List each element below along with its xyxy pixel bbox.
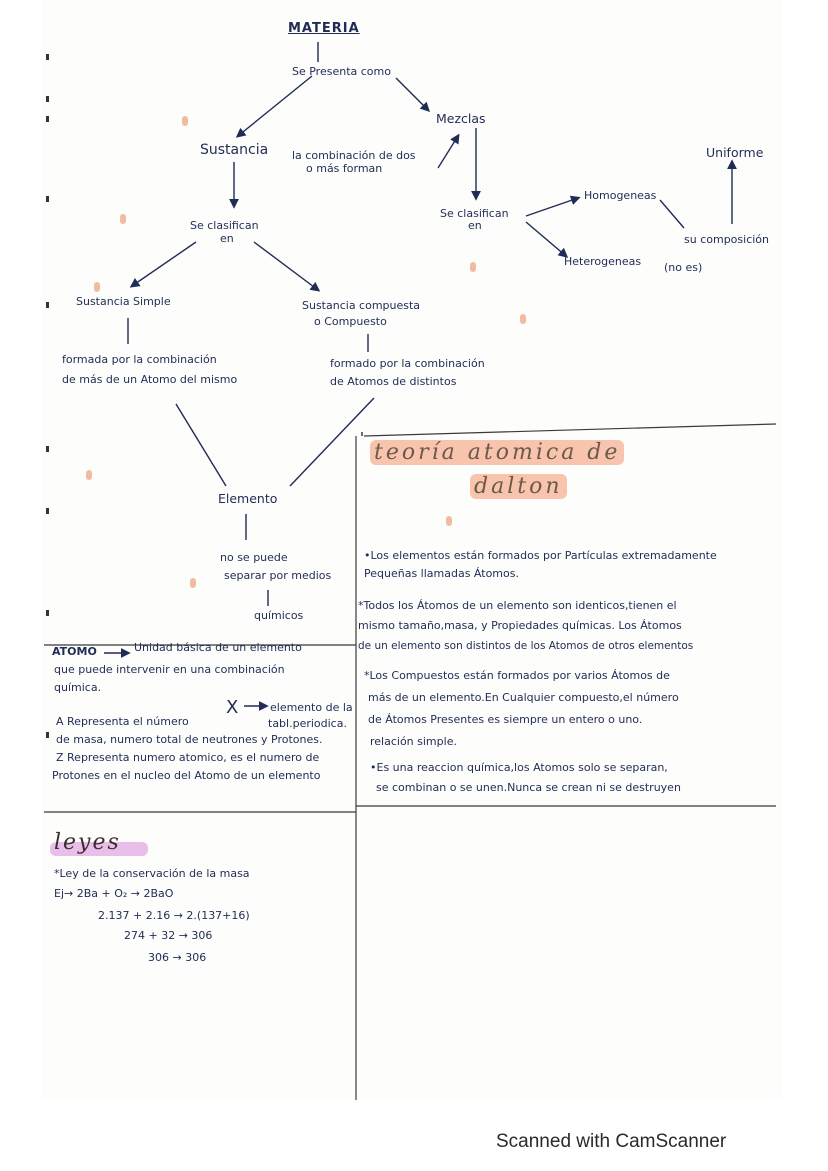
elemento-def-2: separar por medios	[224, 569, 332, 582]
compuesta-def-1: formado por la combinación	[330, 357, 485, 370]
no-es-label: (no es)	[664, 261, 703, 274]
se-clasifican-left-2: en	[220, 232, 234, 245]
dalton-p2-2: mismo tamaño,masa, y Propiedades químicas. Los Átomos	[358, 619, 682, 632]
leyes-line-1: *Ley de la conservación de la masa	[54, 867, 250, 880]
su-composicion-label: su composición	[684, 233, 769, 246]
leyes-line-2: Ej→ 2Ba + O₂ → 2BaO	[54, 887, 174, 900]
compuesta-def-2: de Atomos de distintos	[330, 375, 457, 388]
sustancia-compuesta-1: Sustancia compuesta	[302, 299, 421, 312]
leyes-line-5: 306 → 306	[148, 951, 207, 964]
dalton-p3-2: más de un elemento.En Cualquier compuesto,el número	[368, 691, 679, 704]
dalton-p4-2: se combinan o se unen.Nunca se crean ni se destruyen	[376, 781, 681, 794]
leyes-line-4: 274 + 32 → 306	[124, 929, 213, 942]
margin-mark	[46, 96, 49, 102]
se-clasifican-left-1: Se clasifican	[190, 219, 259, 232]
ink-smudge	[182, 116, 188, 126]
margin-mark	[46, 116, 49, 122]
margin-mark	[46, 446, 49, 452]
x-def-2: tabl.periodica.	[268, 717, 347, 730]
dalton-p2-1: *Todos los Átomos de un elemento son identicos,tienen el	[358, 599, 677, 612]
dalton-p2-3: de un elemento son distintos de los Atomos de otros elementos	[358, 640, 694, 652]
x-symbol: X	[226, 697, 239, 718]
dalton-title-2: dalton	[470, 474, 567, 499]
se-clasifican-right-2: en	[468, 219, 482, 232]
x-def-1: elemento de la	[270, 701, 353, 714]
sustancia-def-1: la combinación de dos	[292, 149, 416, 162]
margin-mark	[46, 610, 49, 616]
camscanner-footer: Scanned with CamScanner	[496, 1131, 727, 1152]
se-clasifican-right-1: Se clasifican	[440, 207, 509, 220]
sustancia-simple-label: Sustancia Simple	[76, 295, 171, 308]
elemento-label: Elemento	[218, 491, 278, 506]
dalton-p3-4: relación simple.	[370, 735, 457, 748]
materia-title: MATERIA	[288, 21, 360, 36]
margin-mark	[46, 302, 49, 308]
ink-smudge	[86, 470, 92, 480]
margin-mark	[46, 508, 49, 514]
elemento-def-1: no se puede	[220, 551, 288, 564]
ink-smudge	[520, 314, 526, 324]
a-line-2: de masa, numero total de neutrones y Protones.	[56, 733, 323, 746]
simple-def-2: de más de un Atomo del mismo	[62, 373, 238, 386]
z-line-1: Z Representa numero atomico, es el numero de	[56, 751, 320, 764]
ink-smudge	[190, 578, 196, 588]
ink-smudge	[120, 214, 126, 224]
ink-smudge	[470, 262, 476, 272]
heterogeneas-label: Heterogeneas	[564, 255, 642, 268]
leyes-line-3: 2.137 + 2.16 → 2.(137+16)	[98, 909, 250, 922]
simple-def-1: formada por la combinación	[62, 353, 217, 366]
ink-smudge	[94, 282, 100, 292]
atomo-heading: ATOMO	[52, 645, 97, 658]
atomo-line-2: que puede intervenir en una combinación	[54, 663, 285, 676]
margin-mark	[46, 732, 49, 738]
atomo-line-3: química.	[54, 681, 102, 694]
margin-mark	[46, 54, 49, 60]
mezclas-label: Mezclas	[436, 111, 486, 126]
ink-smudge	[446, 516, 452, 526]
dalton-p4-1: •Es una reaccion química,los Atomos solo se separan,	[370, 761, 668, 774]
homogeneas-label: Homogeneas	[584, 189, 657, 202]
uniforme-label: Uniforme	[706, 145, 764, 160]
a-line-1: A Representa el número	[56, 715, 189, 728]
dalton-p3-3: de Átomos Presentes es siempre un entero o uno.	[368, 713, 643, 726]
leyes-title: leyes	[54, 830, 121, 855]
dalton-p1-2: Pequeñas llamadas Átomos.	[364, 567, 519, 580]
dalton-p3-1: *Los Compuestos están formados por varios Átomos de	[364, 669, 670, 682]
margin-mark	[46, 196, 49, 202]
se-presenta-label: Se Presenta como	[292, 65, 391, 78]
elemento-def-3: químicos	[254, 609, 304, 622]
sustancia-label: Sustancia	[200, 142, 269, 158]
atomo-line-1: Unidad básica de un elemento	[134, 641, 302, 654]
dalton-p1-1: •Los elementos están formados por Partículas extremadamente	[364, 549, 717, 562]
dalton-title-1: teoría atomica de	[370, 440, 624, 465]
z-line-2: Protones en el nucleo del Atomo de un elemento	[52, 769, 321, 782]
sustancia-def-2: o más forman	[306, 162, 383, 175]
sustancia-compuesta-2: o Compuesto	[314, 315, 387, 328]
